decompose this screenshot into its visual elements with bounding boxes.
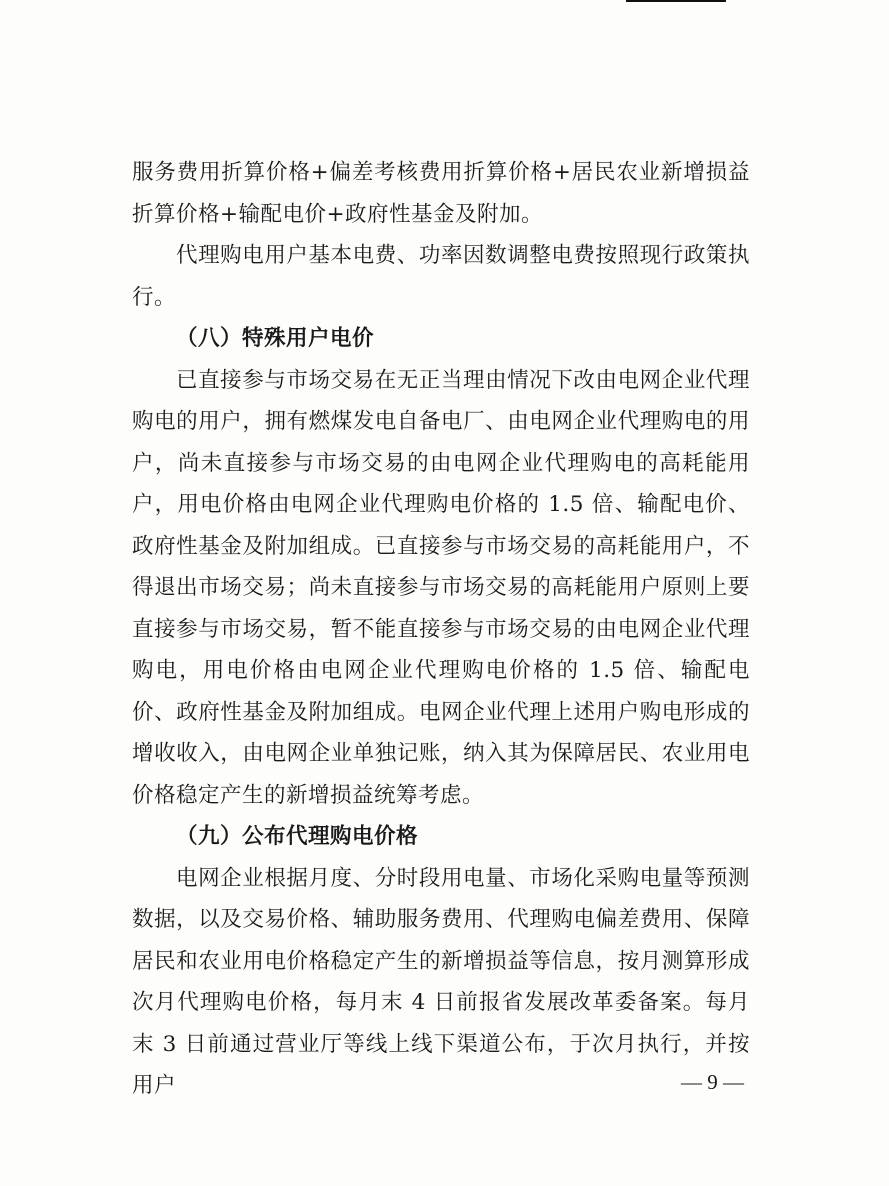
paragraph-basic-fee: 代理购电用户基本电费、功率因数调整电费按照现行政策执行。 [132,243,750,310]
paragraph-publish-price: 电网企业根据月度、分时段用电量、市场化采购电量等预测数据，以及交易价格、辅助服务费用、代理购电偏差费用、保障居民和农业用电价格稳定产生的新增损益等信息，按月测算形成次月代理购电价格，每月末 4 日前报省发展改革委备案。每月末 3 日前通过营业厅等线上线下渠道公布，于次月执行，并按用户 [132,865,750,1098]
top-edge-mark [626,0,726,2]
section-heading-special-users: （八）特殊用户电价 [176,326,375,351]
paragraph-continuation: 服务费用折算价格+偏差考核费用折算价格+居民农业新增损益折算价格+输配电价+政府性基金及附加。 [132,160,750,227]
page-number: — 9 — [681,1070,744,1094]
document-body [132,152,750,1107]
section-heading-publish-price: （九）公布代理购电价格 [176,824,419,849]
paragraph-special-users: 已直接参与市场交易在无正当理由情况下改由电网企业代理购电的用户，拥有燃煤发电自备电厂、由电网企业代理购电的用户，尚未直接参与市场交易的由电网企业代理购电的高耗能用户，用电价格由电网企业代理购电价格的 1.5 倍、输配电价、政府性基金及附加组成。已直接参与市场交易的高耗能用户，不得退出市场交易；尚未直接参与市场交易的高耗能用户原则上要直接参与市场交易，暂不能直接参与市场交易的由电网企业代理购电，用电价格由电网企业代理购电价格的 1.5 倍、输配电价、政府性基金及附加组成。电网企业代理上述用户购电形成的增收收入，由电网企业单独记账，纳入其为保障居民、农业用电价格稳定产生的新增损益统筹考虑。 [132,367,750,808]
